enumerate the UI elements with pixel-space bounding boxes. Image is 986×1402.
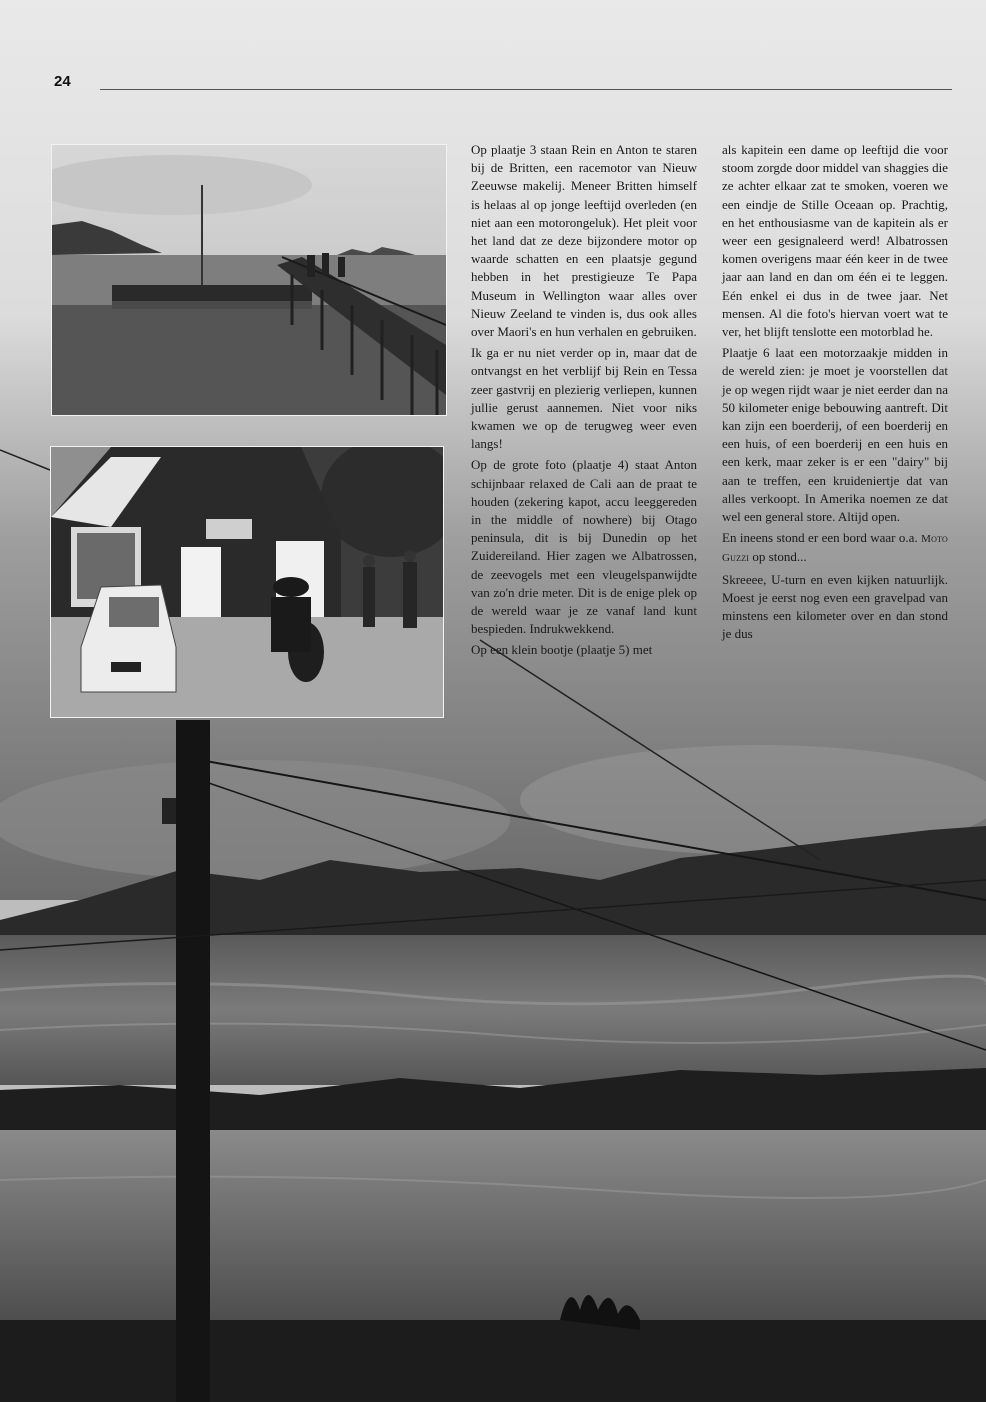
garage-photo xyxy=(50,446,444,718)
header-rule xyxy=(100,89,952,90)
article-column-2 xyxy=(722,141,948,646)
paragraph-text: En ineens stond er een bord waar o.a. xyxy=(722,530,922,546)
paragraph: Skreeee, U-turn en even kijken natuurlijk. Moest je eerst nog even een gravelpad van minstens een kilometer over en dan stond je dus xyxy=(722,571,948,642)
paragraph: als kapitein een dame op leeftijd die voor stoom zorgde door middel van shaggies die ze achter elkaar zat te smoken, voeren we een eindje de Stille Oceaan op. Prachtig, en het enthousiasme van de kapitein als er weer een gesignaleerd werd! Albatrossen komen overigens maar één keer in de twee jaar aan land en dan om één ei te leggen. Eén enkel ei dus in de twee jaar. Net mensen. Al die foto's hiervan voert wat te ver, het blijft tenslotte een motorblad he. xyxy=(722,142,948,340)
paragraph-text: op stond... xyxy=(749,549,807,565)
article-column-1 xyxy=(471,141,697,663)
paragraph: Plaatje 6 laat een motorzaakje midden in de wereld zien: je moet je voorstellen dat je op wegen rijdt waar je niet eerder dan na 50 kilometer enige bebouwing aantreft. Dit kan zijn een boerderij, of een boerderij en een huis, of een boerderij en een huis en een kerk, maar zeker is er een "dairy" bij aan te treffen, een kruideniertje dat van alles verkoopt. In Amerika noemen ze dat wel een general store. Altijd open. xyxy=(722,345,948,525)
paragraph: Ik ga er nu niet verder op in, maar dat de ontvangst en het verblijf bij Rein en Tessa zeer gastvrij en plezierig verliepen, kunnen jullie gerust aannemen. Niet voor niks kwamen we op de terugweg weer even langs! xyxy=(471,345,697,452)
page-number: 24 xyxy=(54,73,71,90)
brand-name: Moto Guzzi xyxy=(722,533,948,565)
paragraph: Op plaatje 3 staan Rein en Anton te staren bij de Britten, een racemotor van Nieuw Zeeuwse makelij. Meneer Britten himself is helaas al op jonge leeftijd overleden (en niet aan een motorongeluk). Het pleit voor het land dat ze deze bijzondere motor op waarde schatten en een plaatsje gegund hebben in het prestigieuze Te Papa Museum in Wellington waar alles over Nieuw Zeeland te vinden is, dus ook alles over Maori's en hun verhalen en gebruiken. xyxy=(471,142,697,340)
pier-photo-icon xyxy=(52,145,446,415)
paragraph: Op de grote foto (plaatje 4) staat Anton schijnbaar relaxed de Cali aan de praat te houden (zekering kapot, accu leeggereden in the middle of nowhere) bij Otago peninsula, dit is bij Dunedin op het Zuidereiland. Hier zagen we Albatrossen, de zeevogels met een vleugelspanwijdte van zo'n drie meter. Dit is de enige plek op de wereld waar je ze vanaf land kunt bespieden. Indrukwekkend. xyxy=(471,457,697,637)
paragraph: Op een klein bootje (plaatje 5) met xyxy=(471,642,653,658)
pier-photo xyxy=(51,144,447,416)
paragraph xyxy=(722,529,948,567)
garage-photo-icon xyxy=(51,447,443,717)
